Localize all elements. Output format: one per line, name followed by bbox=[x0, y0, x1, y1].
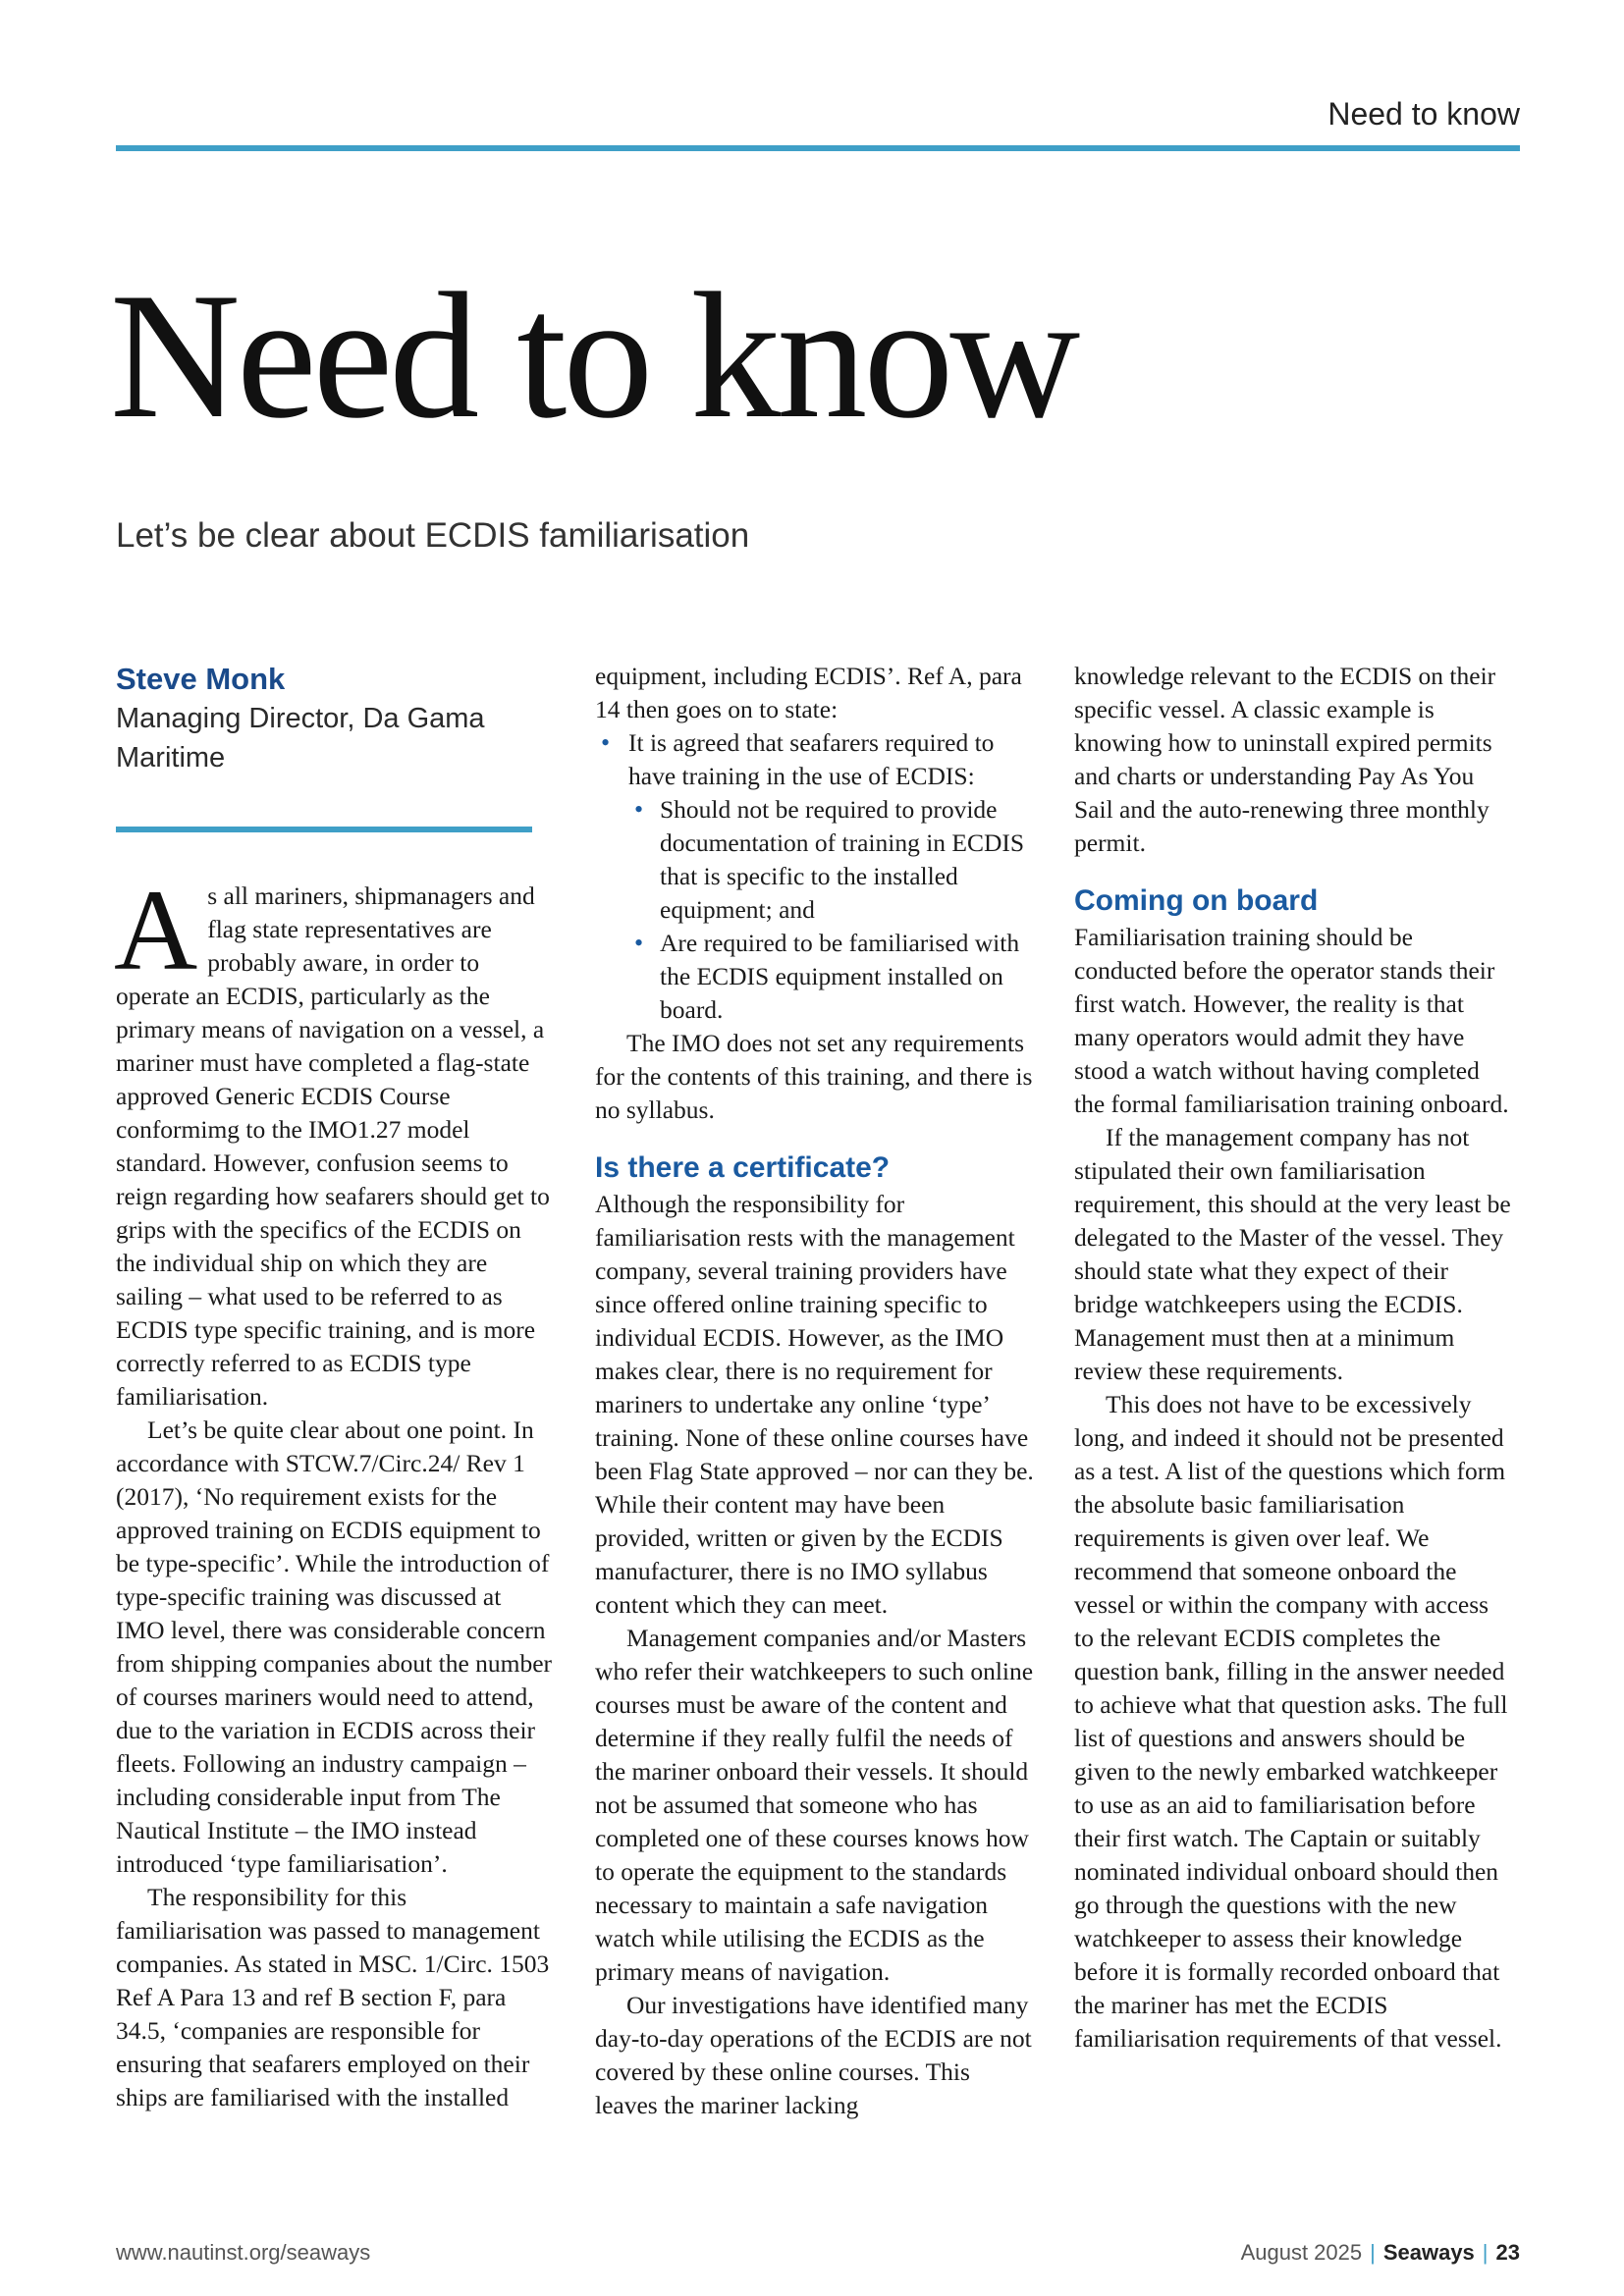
author-rule bbox=[116, 827, 532, 832]
footer-info bbox=[1241, 2240, 1520, 2266]
section-heading: Coming on board bbox=[1074, 884, 1319, 917]
paragraph bbox=[114, 866, 556, 1414]
paragraph: Although the responsibility for familiarisation rests with the management company, several training providers have since offered online training specific to individual ECDIS. However, as the IMO makes clear, there is no requirement for mariners to undertake any online ‘type’ training. None of these online courses have been Flag State approved – nor can they be. While their content may have been provided, written or given by the ECDIS manufacturer, there is no IMO syllabus content which they can meet. bbox=[595, 1190, 1034, 1619]
author-name: Steve Monk bbox=[116, 662, 286, 696]
author-role: Managing Director, Da Gama Maritime bbox=[116, 703, 485, 774]
bullet-list bbox=[595, 726, 1035, 1027]
column-3 bbox=[1074, 660, 1514, 2056]
section-heading: Is there a certificate? bbox=[595, 1151, 891, 1184]
footer-url: www.nautinst.org/seaways bbox=[116, 2240, 371, 2265]
paragraph: Our investigations have identified many day-to-day operations of the ECDIS are not covered by these online courses. This leaves the mariner lacking bbox=[595, 1991, 1032, 2119]
paragraph: Management companies and/or Masters who refer their watchkeepers to such online courses must be aware of the content and determine if they really fulfil the needs of the mariner onboard their vessels. It should not be assumed that someone who has completed one of these courses knows how to operate the equipment to the standards necessary to maintain a safe navigation watch while utilising the ECDIS as the primary means of navigation. bbox=[595, 1624, 1034, 1986]
header-rule bbox=[116, 145, 1520, 151]
list-item bbox=[595, 726, 1035, 1027]
paragraph: The IMO does not set any requirements for the contents of this training, and there is no syllabus. bbox=[595, 1029, 1033, 1124]
paragraph: Familiarisation training should be conducted before the operator stands their first watch. However, the reality is that many operators would admit they have stood a watch without having completed the formal familiarisation training onboard. bbox=[1074, 923, 1509, 1118]
footer-separator: | bbox=[1482, 2240, 1489, 2265]
column-1 bbox=[116, 660, 556, 2114]
running-head: Need to know bbox=[1327, 96, 1520, 132]
list-item-text: It is agreed that seafarers required to have training in the use of ECDIS: bbox=[628, 728, 995, 790]
paragraph-text: s all mariners, shipmanagers and flag state representatives are probably aware, in order to operate an ECDIS, particularly as the primary means of navigation on a vessel, a mariner must have completed a flag-state approved Generic ECDIS Course conformimg to the IMO1.27 model standard. However, confusion seems to reign regarding how seafarers should get to grips with the specifics of the ECDIS on the individual ship on which they are sailing – what used to be referred to as ECDIS type specific training, and is more correctly referred to as ECDIS type familiarisation. bbox=[116, 881, 550, 1411]
list-item: • Should not be required to provide documentation of training in ECDIS that is specific to the installed equipment; and bbox=[628, 793, 1035, 927]
article-subtitle: Let’s be clear about ECDIS familiarisation bbox=[116, 516, 750, 555]
paragraph: If the management company has not stipulated their own familiarisation requirement, this should at the very least be delegated to the Master of the vessel. They should state what they expect of their bridge watchkeepers using the ECDIS. Management must then at a minimum review these requirements. bbox=[1074, 1123, 1511, 1385]
paragraph: knowledge relevant to the ECDIS on their specific vessel. A classic example is knowing how to uninstall expired permits and charts or understanding Pay As You Sail and the auto-renewing three monthly permit. bbox=[1074, 662, 1496, 857]
footer-date: August 2025 bbox=[1240, 2240, 1363, 2265]
paragraph: equipment, including ECDIS’. Ref A, para 14 then goes on to state: bbox=[595, 662, 1022, 723]
page-number: 23 bbox=[1495, 2240, 1520, 2265]
paragraph: The responsibility for this familiarisation was passed to management companies. As stated in MSC. 1/Circ. 1503 Ref A Para 13 and ref B section F, para 34.5, ‘companies are responsible for ensuring that seafarers employed on their ships are familiarised with the installed bbox=[116, 1883, 550, 2111]
list-item: • Are required to be familiarised with the ECDIS equipment installed on board. bbox=[628, 927, 1035, 1027]
article-title: Need to know bbox=[110, 255, 1077, 455]
paragraph: Let’s be quite clear about one point. In accordance with STCW.7/Circ.24/ Rev 1 (2017), ‘No requirement exists for the approved training on ECDIS equipment to be type-specific’. While the introduction of type-specific training was discussed at IMO level, there was considerable concern from shipping companies about the number of courses mariners would need to attend, due to the variation in ECDIS across their fleets. Following an industry campaign – including considerable input from The Nautical Institute – the IMO instead introduced ‘type familiarisation’. bbox=[116, 1415, 553, 1878]
drop-cap: A bbox=[114, 866, 198, 994]
paragraph: This does not have to be excessively long, and indeed it should not be presented as a test. A list of the questions which form the absolute basic familiarisation requirements is given over leaf. We recommend that someone onboard the vessel or within the company with access to the relevant ECDIS completes the question bank, filling in the answer needed to achieve what that question asks. The full list of questions and answers should be given to the newly embarked watchkeeper to use as an aid to familiarisation before their first watch. The Captain or suitably nominated individual onboard should then go through the questions with the new watchkeeper to assess their knowledge before it is formally recorded onboard that the mariner has met the ECDIS familiarisation requirements of that vessel. bbox=[1074, 1390, 1508, 2053]
footer-magazine: Seaways bbox=[1382, 2240, 1475, 2265]
column-2 bbox=[595, 660, 1035, 2122]
sub-bullet-list bbox=[628, 793, 1035, 1027]
footer-separator: | bbox=[1370, 2240, 1376, 2265]
